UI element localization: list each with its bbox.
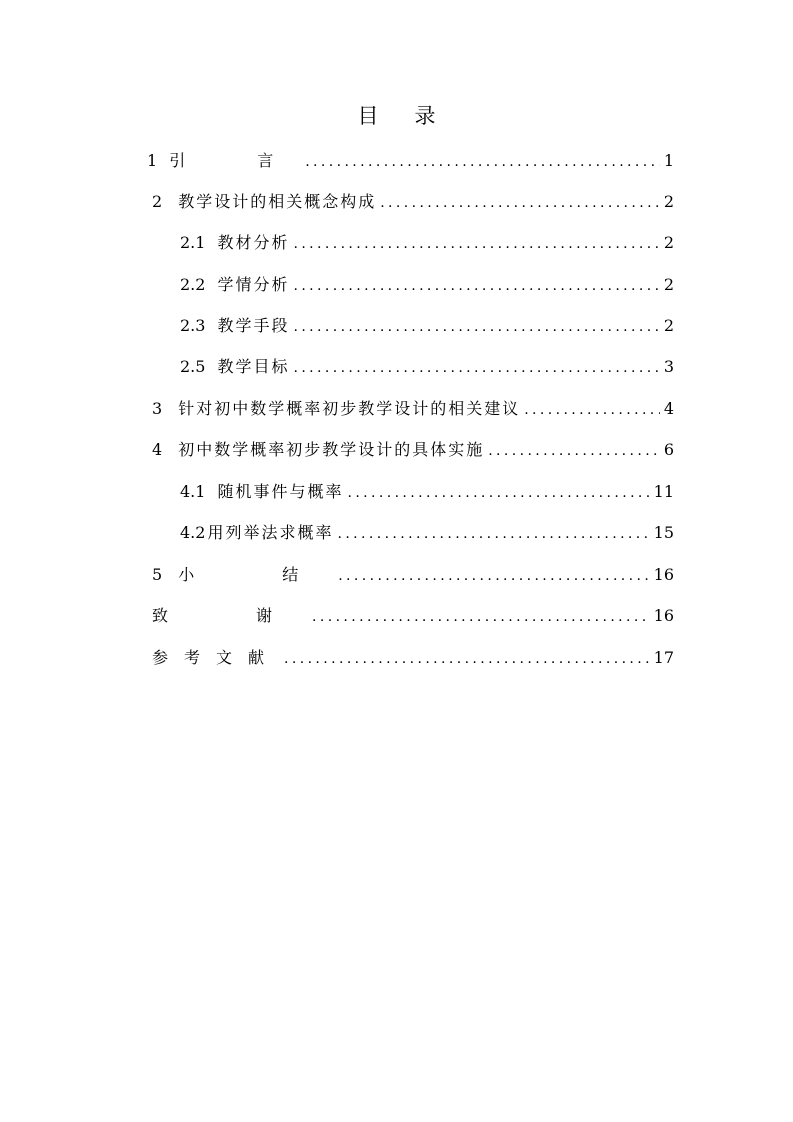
toc-entry-page: 17 [653,648,674,667]
toc-entry-page: 15 [653,523,674,542]
toc-entry[interactable] [180,352,674,378]
toc-entry-label [180,522,333,544]
toc-leader-dots [338,566,649,586]
toc-entry-label [152,647,280,669]
toc-entry-number: 4.2 [180,523,206,542]
toc-leader-dots [293,234,659,254]
toc-entry-text: 用列举法求概率 [207,523,334,542]
toc-entry-page: 11 [653,482,674,501]
toc-entry-label [152,564,334,586]
toc-entry-number: 5 [152,565,163,584]
toc-entry-page: 1 [663,151,674,170]
toc-entry-page: 2 [663,316,674,335]
toc-entry-number: 4 [152,440,163,459]
toc-entry-page: 16 [653,565,674,584]
toc-leader-dots [524,400,660,420]
toc-entry[interactable] [152,187,674,213]
toc-entry-number: 2 [152,192,163,211]
toc-entry[interactable] [152,394,674,420]
toc-leader-dots [312,607,650,627]
toc-entry-label [180,274,289,296]
toc-entry-label [180,481,343,503]
toc-entry-label [180,315,289,337]
toc-entry-page: 2 [663,192,674,211]
toc-title-part-1: 目 [357,104,379,128]
toc-entry[interactable] [147,146,674,172]
toc-entry[interactable] [152,643,674,669]
toc-entry-text: 教学手段 [217,316,290,335]
toc-entry[interactable] [180,311,674,337]
toc-leader-dots [337,524,649,544]
toc-entry-text: 学情分析 [217,275,290,294]
toc-leader-dots [293,276,659,296]
toc-leader-dots [293,358,659,378]
toc-entry-text: 小 结 [178,565,335,584]
toc-entry-page: 2 [663,275,674,294]
toc-entry-number: 2.2 [180,275,206,294]
toc-entry-page: 2 [663,233,674,252]
toc-entry-page: 4 [663,399,674,418]
toc-entry[interactable] [152,435,674,461]
toc-leader-dots [347,483,649,503]
toc-entry-text: 参考文献 [152,648,281,667]
toc-entry-page: 6 [663,440,674,459]
toc-entry[interactable] [152,560,674,586]
toc-title [0,101,793,131]
toc-entry-text: 教学设计的相关概念构成 [178,192,377,211]
toc-entry-label [180,356,289,378]
toc-entry-number: 2.1 [180,233,206,252]
toc-entry-label [152,191,376,213]
toc-entry-text: 针对初中数学概率初步教学设计的相关建议 [178,399,521,418]
toc-entry-text: 初中数学概率初步教学设计的具体实施 [178,440,485,459]
toc-title-part-2: 录 [414,104,436,128]
toc-entry-number: 1 [147,151,158,170]
toc-entry[interactable] [180,228,674,254]
toc-entry[interactable] [180,518,674,544]
toc-entry-text: 随机事件与概率 [217,482,344,501]
toc-entry[interactable] [180,270,674,296]
toc-leader-dots [305,152,660,172]
toc-entry-label [180,232,289,254]
toc-entry-number: 2.5 [180,357,206,376]
toc-entry-page: 3 [663,357,674,376]
toc-entry-number: 2.3 [180,316,206,335]
toc-entry-text: 教材分析 [217,233,290,252]
toc-entry-label [152,605,308,627]
toc-entry-number: 4.1 [180,482,206,501]
toc-entry-text: 引 言 [169,151,302,170]
toc-entry[interactable] [180,477,674,503]
toc-leader-dots [380,193,660,213]
toc-entry-number: 3 [152,399,163,418]
toc-entry-label [152,439,484,461]
toc-entry-text: 致 谢 [152,606,309,625]
toc-entry-label [147,150,301,172]
toc-entry-text: 教学目标 [217,357,290,376]
toc-entry[interactable] [152,601,674,627]
toc-entry-page: 16 [653,606,674,625]
toc-leader-dots [488,441,660,461]
toc-leader-dots [293,317,659,337]
toc-entry-label [152,398,520,420]
toc-leader-dots [284,649,650,669]
